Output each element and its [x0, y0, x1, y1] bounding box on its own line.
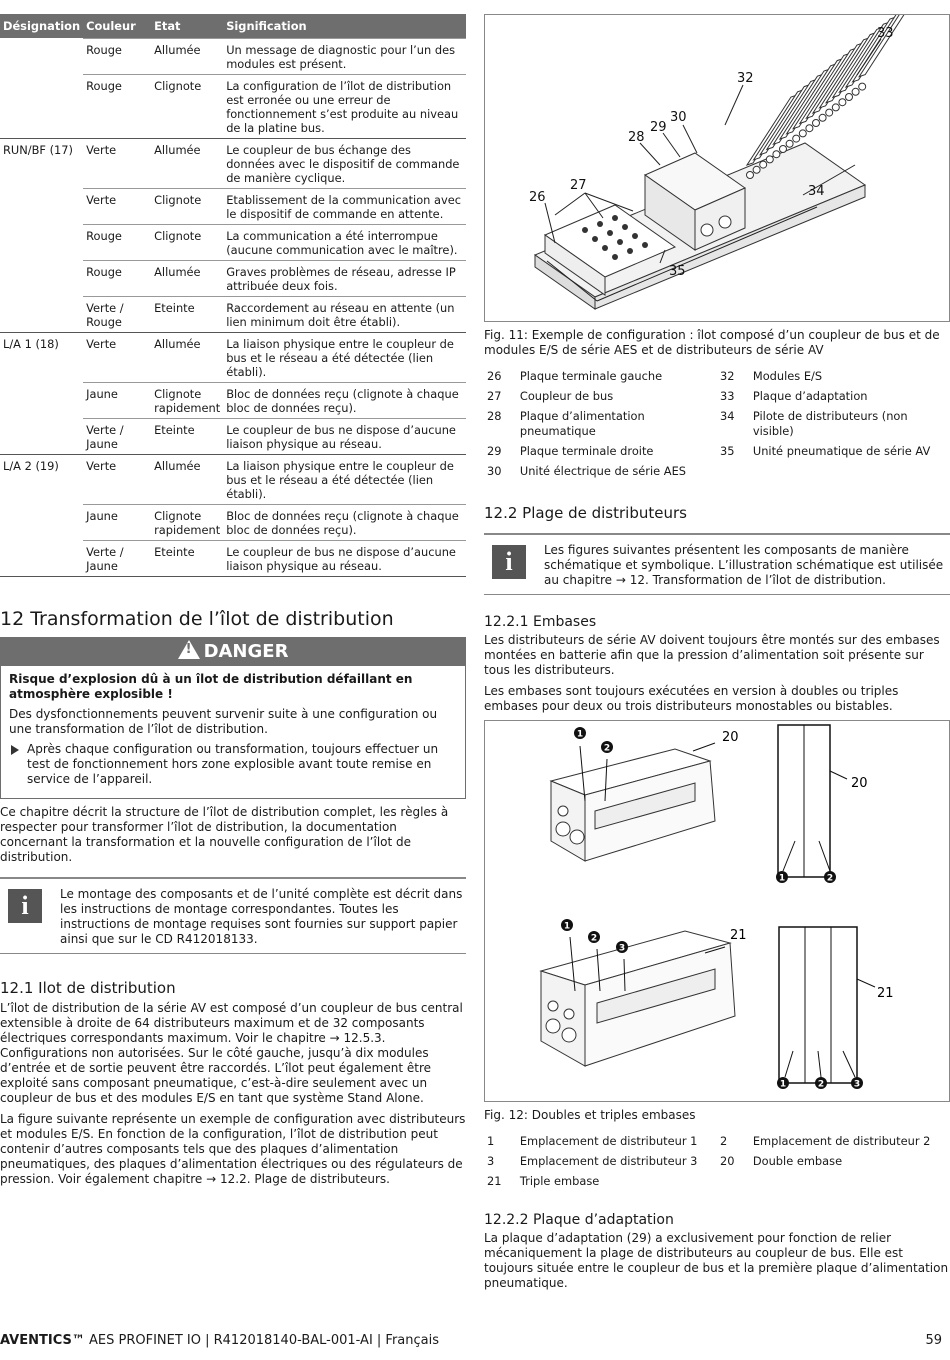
valve-port	[760, 161, 767, 168]
fig11-label-28: 28	[628, 130, 645, 145]
legend-text: Plaque terminale gauche	[519, 369, 663, 383]
cell-designation	[0, 296, 83, 332]
cell-etat: Allumée	[151, 454, 223, 504]
danger-box	[0, 637, 466, 799]
danger-text: Des dysfonctionnements peuvent survenir suite à une configuration ou une transformation de l’îlot de distribution.	[9, 706, 438, 736]
legend-row	[484, 388, 950, 408]
cell-etat: Eteinte	[151, 418, 223, 454]
table-row	[0, 296, 466, 332]
info-text: Le montage des composants et de l’unité complète est décrit dans les instructions de montage correspondantes. Toutes les instructions de montage requises sont fournies sur support papier ainsi que sur le CD R412018133.	[60, 886, 463, 946]
marker-1: 1	[576, 729, 584, 740]
marker-3: 3	[853, 1079, 861, 1090]
info-icon: i	[8, 889, 42, 923]
table-row	[0, 74, 466, 138]
legend-number: 1	[487, 1134, 495, 1148]
cell-couleur: Verte	[83, 454, 151, 504]
cell-designation: RUN/BF (17)	[0, 138, 83, 188]
fig11-caption: Fig. 11: Exemple de configuration : îlot composé d’un coupleur de bus et de modules E/S de série AES et de distributeurs de série AV	[484, 328, 940, 357]
marker-2: 2	[826, 873, 834, 884]
footer-doc	[0, 1333, 439, 1348]
page-footer	[0, 1333, 950, 1353]
cell-signification: La liaison physique entre le coupleur de bus et le réseau a été détectée (lien établi).	[223, 454, 466, 504]
col-header-designation: Désignation	[0, 14, 83, 38]
cell-signification: Bloc de données reçu (clignote à chaque bloc de données reçu).	[223, 382, 466, 418]
page-number: 59	[925, 1333, 942, 1348]
cell-couleur: Jaune	[83, 382, 151, 418]
fig11-label-30: 30	[670, 110, 687, 125]
table-row	[0, 332, 466, 382]
table-row	[0, 260, 466, 296]
legend-text: Modules E/S	[752, 369, 823, 383]
legend-text	[753, 463, 950, 483]
legend-text: Triple embase	[519, 1174, 600, 1188]
led-signification-table	[0, 14, 466, 577]
cell-designation	[0, 504, 83, 540]
valve-port	[839, 99, 846, 106]
fig12-label-21-a: 21	[730, 928, 747, 943]
cell-couleur: Verte / Jaune	[83, 418, 151, 454]
legend-text: Plaque d’alimentation pneumatique	[519, 409, 645, 438]
fig11-label-29: 29	[650, 120, 667, 135]
fig12-label-20-b: 20	[851, 776, 868, 791]
section-12-2-title: 12.2 Plage de distributeurs	[484, 504, 687, 522]
right-column	[484, 14, 950, 1291]
section-12-2-1-title: 12.2.1 Embases	[484, 614, 597, 630]
marker-2: 2	[590, 933, 598, 944]
legend-number: 21	[487, 1174, 502, 1188]
table-body	[0, 38, 466, 576]
legend-number: 26	[487, 369, 502, 383]
section-12-2-2-p1: La plaque d’adaptation (29) a exclusivement pour fonction de relier mécaniquement la plage de distributeurs au coupleur de bus. Elle est toujours située entre le coupleur de bus et la première plaque d’alimentation pneumatique.	[484, 1231, 949, 1290]
fig12-label-20-a: 20	[722, 730, 739, 745]
warning-triangle-icon	[178, 640, 200, 659]
fig11-label-26: 26	[529, 190, 546, 205]
legend-number: 27	[487, 389, 502, 403]
valve-port	[852, 88, 859, 95]
cell-etat: Eteinte	[151, 296, 223, 332]
section-12-2-1-p1: Les distributeurs de série AV doivent toujours être montés sur des embases montées en batterie afin que la pression d’alimentation soit présente sur tous les distributeurs.	[484, 633, 940, 677]
legend-number	[717, 1173, 753, 1193]
cell-couleur: Rouge	[83, 224, 151, 260]
danger-header	[1, 638, 465, 666]
cell-designation	[0, 418, 83, 454]
fig12-label-21-b: 21	[877, 986, 894, 1001]
legend-text: Emplacement de distributeur 1	[519, 1134, 698, 1148]
table-row	[0, 38, 466, 74]
manifold-illustration	[485, 721, 949, 1101]
marker-2: 2	[603, 743, 611, 754]
figure-11	[484, 14, 950, 322]
col-header-signification: Signification	[223, 14, 466, 38]
section-12-1-title: 12.1 Ilot de distribution	[0, 978, 176, 997]
cell-etat: Eteinte	[151, 540, 223, 576]
cell-designation	[0, 260, 83, 296]
danger-action: Après chaque configuration ou transformation, toujours effectuer un test de fonctionnement hors zone explosible avant toute remise en service de l’appareil.	[9, 742, 457, 787]
cell-signification: Le coupleur de bus échange des données avec le dispositif de commande de manière cyclique.	[223, 138, 466, 188]
legend-number	[717, 463, 753, 483]
cell-etat: Clignote	[151, 224, 223, 260]
cell-couleur: Verte / Rouge	[83, 296, 151, 332]
valve-port	[806, 125, 813, 132]
cell-signification: Bloc de données reçu (clignote à chaque bloc de données reçu).	[223, 504, 466, 540]
marker-1: 1	[779, 1079, 787, 1090]
legend-row	[484, 1133, 950, 1153]
legend-text: Emplacement de distributeur 2	[752, 1134, 931, 1148]
cell-signification: Etablissement de la communication avec le dispositif de commande en attente.	[223, 188, 466, 224]
cell-signification: La configuration de l’îlot de distribution est erronée ou une erreur de fonctionnement s’est produite au niveau de la platine bus.	[223, 74, 466, 138]
danger-body	[1, 666, 465, 798]
legend-number: 32	[720, 369, 735, 383]
cell-etat: Allumée	[151, 260, 223, 296]
info-icon: i	[492, 545, 526, 579]
legend-text: Emplacement de distributeur 3	[519, 1154, 698, 1168]
fig11-label-34: 34	[808, 184, 825, 199]
footer-doc-ref: AES PROFINET IO | R412018140-BAL-001-AI | Français	[84, 1333, 440, 1348]
fig11-label-32: 32	[737, 71, 754, 86]
col-header-couleur: Couleur	[83, 14, 151, 38]
legend-row	[484, 368, 950, 388]
section-12-1-p1: L’îlot de distribution de la série AV est composé d’un coupleur de bus central extensible à droite de 64 distributeurs maximum et de 32 composants électriques correspondants maximum. Voir le chapitre → 12.5.3. Configurations non autorisées. Sur le côté gauche, jusqu’à dix modules d’entrée et de sortie peuvent être raccordés. L’îlot peut également être exploité sans composant pneumatique, c’est-à-dire seulement avec un coupleur de bus et des modules E/S en tant que système Stand Alone.	[0, 1000, 463, 1105]
cell-signification: La communication a été interrompue (aucune communication avec le maître).	[223, 224, 466, 260]
chapter-title: 12 Transformation de l’îlot de distribution	[0, 607, 394, 630]
info-box-montage	[0, 877, 466, 954]
legend-text: Plaque d’adaptation	[752, 389, 868, 403]
legend-text: Unité pneumatique de série AV	[752, 444, 931, 458]
info-text: Les figures suivantes présentent les composants de manière schématique et symbolique. L’illustration schématique est utilisée au chapitre → 12. Transformation de l’îlot de distribution.	[544, 543, 944, 587]
cell-designation	[0, 382, 83, 418]
legend-number: 29	[487, 444, 502, 458]
legend-number: 34	[720, 409, 735, 423]
cell-designation: L/A 1 (18)	[0, 332, 83, 382]
fig11-label-27: 27	[570, 178, 587, 193]
valve-island-illustration	[485, 15, 949, 321]
legend-number: 20	[719, 1154, 735, 1168]
table-row	[0, 138, 466, 188]
table-row	[0, 454, 466, 504]
valve-port	[832, 104, 839, 111]
cell-designation: L/A 2 (19)	[0, 454, 83, 504]
legend-number: 2	[719, 1134, 728, 1148]
cell-couleur: Jaune	[83, 504, 151, 540]
legend-text	[753, 1173, 950, 1193]
cell-signification: Raccordement au réseau en attente (un lien minimum doit être établi).	[223, 296, 466, 332]
valve-port	[819, 114, 826, 121]
cell-couleur: Rouge	[83, 74, 151, 138]
valve-port	[780, 146, 787, 153]
marker-1: 1	[563, 921, 571, 932]
legend-text: Plaque terminale droite	[519, 444, 654, 458]
table-row	[0, 382, 466, 418]
section-12-2-1-p2: Les embases sont toujours exécutées en version à doubles ou triples embases pour deux ou trois distributeurs monostables ou bistables.	[484, 684, 899, 713]
col-header-etat: Etat	[151, 14, 223, 38]
footer-brand: AVENTICS™	[0, 1333, 85, 1348]
cell-couleur: Rouge	[83, 38, 151, 74]
cell-signification: Le coupleur de bus ne dispose d’aucune liaison physique au réseau.	[223, 540, 466, 576]
marker-1: 1	[778, 873, 786, 884]
marker-2: 2	[817, 1079, 825, 1090]
fig11-legend	[484, 368, 950, 483]
legend-row	[484, 1153, 950, 1173]
legend-text: Coupleur de bus	[519, 389, 614, 403]
valve-port	[773, 151, 780, 158]
chapter-intro: Ce chapitre décrit la structure de l’îlot de distribution complet, les règles à respecter pour transformer l’îlot de distribution, la documentation concernant la transformation et la nouvelle configuration de l’îlot de distribution.	[0, 804, 449, 864]
cell-signification: Graves problèmes de réseau, adresse IP attribuée deux fois.	[223, 260, 466, 296]
legend-row	[484, 463, 950, 483]
valve-port	[799, 130, 806, 137]
cell-etat: Clignote	[151, 74, 223, 138]
cell-etat: Clignote rapidement	[151, 382, 223, 418]
valve-port	[793, 135, 800, 142]
cell-signification: Le coupleur de bus ne dispose d’aucune liaison physique au réseau.	[223, 418, 466, 454]
cell-designation	[0, 38, 83, 74]
cell-etat: Allumée	[151, 138, 223, 188]
cell-designation	[0, 540, 83, 576]
legend-row	[484, 443, 950, 463]
cell-etat: Allumée	[151, 38, 223, 74]
legend-row	[484, 1173, 950, 1193]
cell-etat: Clignote rapidement	[151, 504, 223, 540]
cell-designation	[0, 224, 83, 260]
table-row	[0, 418, 466, 454]
fig11-label-35: 35	[669, 264, 686, 279]
legend-number: 28	[487, 409, 502, 423]
fig11-label-33: 33	[877, 26, 894, 41]
valve-port	[786, 140, 793, 147]
legend-number: 30	[487, 464, 502, 478]
legend-row	[484, 408, 950, 443]
valve-port	[846, 94, 853, 101]
valve-port	[766, 156, 773, 163]
legend-text: Double embase	[752, 1154, 843, 1168]
figure-12	[484, 720, 950, 1102]
table-header-row	[0, 14, 466, 38]
cell-etat: Allumée	[151, 332, 223, 382]
fig12-legend	[484, 1133, 950, 1193]
table-row	[0, 188, 466, 224]
valve-port	[813, 120, 820, 127]
cell-couleur: Verte / Jaune	[83, 540, 151, 576]
cell-signification: Un message de diagnostic pour l’un des modules est présent.	[223, 38, 466, 74]
cell-designation	[0, 74, 83, 138]
valve-port	[826, 109, 833, 116]
danger-heading: Risque d’explosion dû à un îlot de distribution défaillant en atmosphère explosible !	[9, 671, 413, 701]
valve-port	[747, 172, 754, 179]
legend-number: 3	[487, 1154, 495, 1168]
valve-port	[753, 166, 760, 173]
legend-text: Unité électrique de série AES	[519, 464, 687, 478]
cell-couleur: Verte	[83, 332, 151, 382]
danger-label: DANGER	[203, 640, 289, 662]
legend-text: Pilote de distributeurs (non visible)	[752, 409, 908, 438]
section-12-2-2-title: 12.2.2 Plaque d’adaptation	[484, 1212, 674, 1228]
marker-3: 3	[618, 943, 626, 954]
cell-signification: La liaison physique entre le coupleur de bus et le réseau a été détectée (lien établi).	[223, 332, 466, 382]
cell-designation	[0, 188, 83, 224]
table-row	[0, 540, 466, 576]
cell-couleur: Verte	[83, 188, 151, 224]
table-row	[0, 224, 466, 260]
legend-number: 35	[720, 444, 735, 458]
section-12-1-p2: La figure suivante représente un exemple de configuration avec distributeurs et modules E/S. En fonction de la configuration, l’îlot de distribution peut contenir d’autres composants tels que des plaques d’alimentation pneumatiques, des plaques d’alimentation électriques ou des régulateurs de pression. Voir également chapitre → 12.2. Plage de distributeurs.	[0, 1111, 466, 1186]
cell-etat: Clignote	[151, 188, 223, 224]
cell-couleur: Verte	[83, 138, 151, 188]
left-column	[0, 14, 466, 1187]
fig12-caption: Fig. 12: Doubles et triples embases	[484, 1108, 696, 1122]
cell-couleur: Rouge	[83, 260, 151, 296]
legend-number: 33	[720, 389, 735, 403]
info-box-schematic	[484, 533, 950, 595]
table-row	[0, 504, 466, 540]
valve-port	[859, 83, 866, 90]
